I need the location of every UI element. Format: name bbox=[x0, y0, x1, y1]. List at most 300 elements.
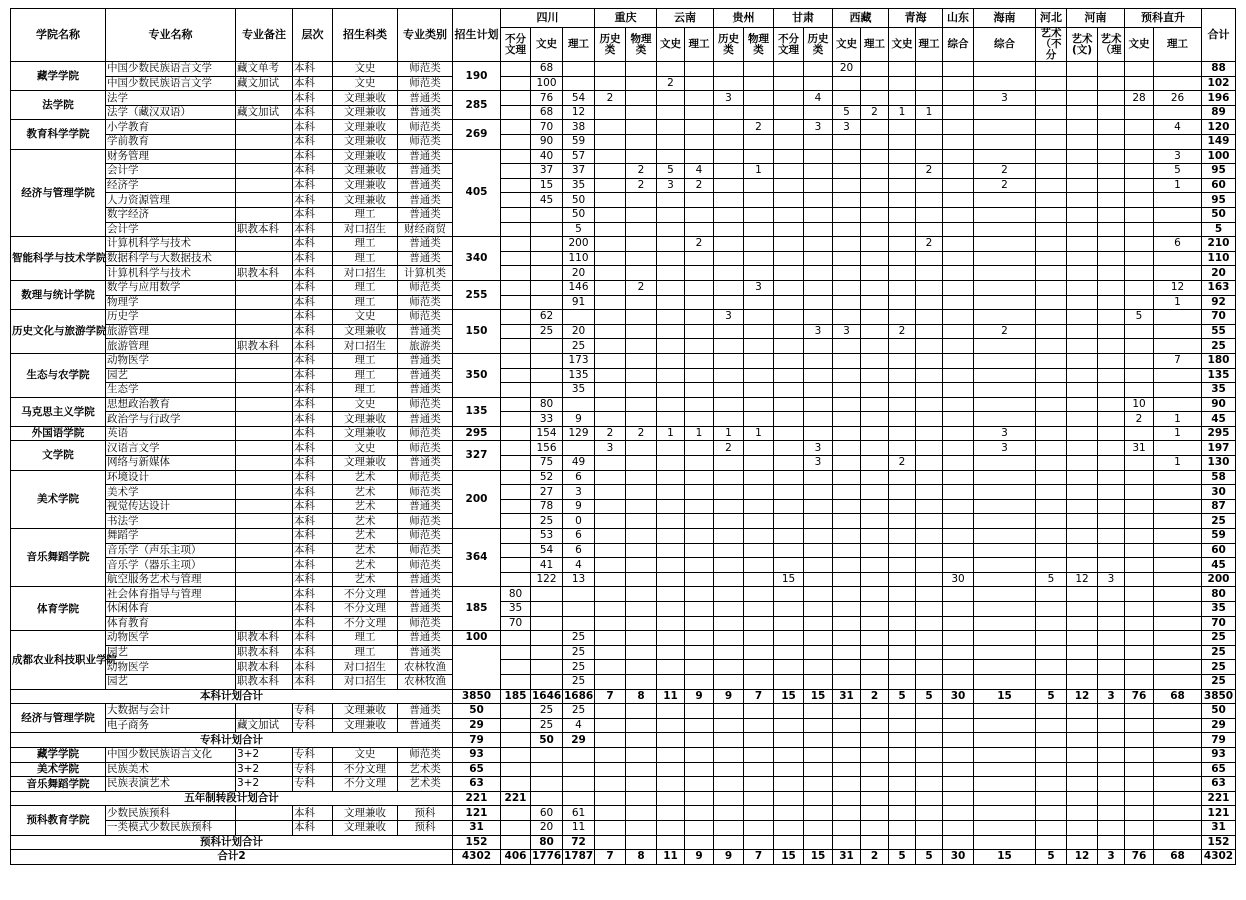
value-cell bbox=[804, 572, 833, 587]
value-cell bbox=[1036, 718, 1067, 733]
value-cell bbox=[1125, 237, 1154, 252]
value-cell bbox=[685, 310, 714, 325]
value-cell bbox=[974, 339, 1036, 354]
total-cell: 50 bbox=[1202, 207, 1236, 222]
value-cell bbox=[774, 441, 804, 456]
category-cell: 对口招生 bbox=[333, 674, 398, 689]
value-cell bbox=[774, 718, 804, 733]
table-row bbox=[11, 353, 1236, 368]
value-cell bbox=[1154, 602, 1202, 617]
value-cell bbox=[833, 587, 861, 602]
college-cell: 藏学学院 bbox=[11, 62, 106, 91]
college-cell: 外国语学院 bbox=[11, 426, 106, 441]
level-cell: 本科 bbox=[293, 558, 333, 573]
value-cell bbox=[1067, 91, 1098, 106]
value-cell bbox=[943, 324, 974, 339]
value-cell: 2 bbox=[595, 91, 626, 106]
category-cell: 艺术 bbox=[333, 572, 398, 587]
level-cell: 本科 bbox=[293, 120, 333, 135]
value-cell bbox=[1125, 777, 1154, 792]
value-cell bbox=[1154, 397, 1202, 412]
table-row bbox=[11, 397, 1236, 412]
value-cell bbox=[1125, 135, 1154, 150]
type-cell: 师范类 bbox=[398, 397, 453, 412]
value-cell bbox=[889, 543, 916, 558]
level-cell: 专科 bbox=[293, 704, 333, 719]
level-cell: 专科 bbox=[293, 747, 333, 762]
value-cell bbox=[1036, 193, 1067, 208]
summary-row bbox=[11, 689, 1236, 704]
value-cell bbox=[626, 514, 657, 529]
value-cell bbox=[531, 353, 563, 368]
value-cell bbox=[916, 514, 943, 529]
value-cell bbox=[889, 777, 916, 792]
note-cell bbox=[236, 426, 293, 441]
value-cell bbox=[501, 237, 531, 252]
value-cell: 2 bbox=[861, 105, 889, 120]
value-cell bbox=[1067, 529, 1098, 544]
value-cell bbox=[833, 441, 861, 456]
value-cell bbox=[916, 310, 943, 325]
value-cell bbox=[943, 222, 974, 237]
province-header: 河北 bbox=[1036, 9, 1067, 28]
value-cell bbox=[974, 222, 1036, 237]
table-row bbox=[11, 747, 1236, 762]
type-cell: 师范类 bbox=[398, 514, 453, 529]
value-cell bbox=[714, 295, 744, 310]
value-cell: 3 bbox=[714, 91, 744, 106]
value-cell bbox=[1125, 76, 1154, 91]
value-cell bbox=[974, 499, 1036, 514]
value-cell bbox=[1098, 587, 1125, 602]
type-cell: 计算机类 bbox=[398, 266, 453, 281]
value-cell bbox=[1036, 660, 1067, 675]
value-cell bbox=[1098, 631, 1125, 646]
category-cell: 理工 bbox=[333, 368, 398, 383]
value-cell bbox=[943, 777, 974, 792]
value-cell bbox=[833, 602, 861, 617]
level-cell: 本科 bbox=[293, 616, 333, 631]
note-cell: 职教本科 bbox=[236, 631, 293, 646]
value-cell bbox=[626, 62, 657, 77]
value-cell bbox=[833, 368, 861, 383]
value-cell bbox=[501, 178, 531, 193]
note-cell: 藏文加试 bbox=[236, 718, 293, 733]
category-cell: 文理兼收 bbox=[333, 193, 398, 208]
value-cell: 3 bbox=[595, 441, 626, 456]
value-cell bbox=[595, 820, 626, 835]
summary-row bbox=[11, 835, 1236, 850]
type-cell: 预科 bbox=[398, 806, 453, 821]
value-cell bbox=[889, 806, 916, 821]
value-cell: 5 bbox=[916, 689, 943, 704]
value-cell bbox=[804, 178, 833, 193]
value-cell bbox=[744, 441, 774, 456]
value-cell bbox=[1067, 76, 1098, 91]
value-cell bbox=[531, 616, 563, 631]
table-row bbox=[11, 135, 1236, 150]
value-cell bbox=[833, 762, 861, 777]
value-cell bbox=[744, 660, 774, 675]
value-cell bbox=[595, 631, 626, 646]
value-cell bbox=[1154, 835, 1202, 850]
total-cell: 149 bbox=[1202, 135, 1236, 150]
value-cell bbox=[861, 383, 889, 398]
value-cell bbox=[833, 280, 861, 295]
total-cell: 59 bbox=[1202, 529, 1236, 544]
value-cell bbox=[531, 777, 563, 792]
province-header: 重庆 bbox=[595, 9, 657, 28]
plan-cell: 31 bbox=[453, 820, 501, 835]
value-cell bbox=[1098, 193, 1125, 208]
value-cell bbox=[1036, 820, 1067, 835]
value-cell bbox=[1125, 572, 1154, 587]
value-cell bbox=[501, 733, 531, 748]
value-cell bbox=[943, 820, 974, 835]
value-cell bbox=[685, 193, 714, 208]
value-cell: 53 bbox=[531, 529, 563, 544]
value-cell bbox=[804, 674, 833, 689]
value-cell: 15 bbox=[804, 689, 833, 704]
value-cell bbox=[1067, 704, 1098, 719]
value-cell bbox=[595, 105, 626, 120]
value-cell bbox=[889, 426, 916, 441]
value-cell bbox=[1125, 762, 1154, 777]
value-cell bbox=[1036, 251, 1067, 266]
value-cell bbox=[685, 704, 714, 719]
value-cell bbox=[501, 164, 531, 179]
province-header: 预科直升 bbox=[1125, 9, 1202, 28]
value-cell bbox=[889, 572, 916, 587]
category-cell: 理工 bbox=[333, 631, 398, 646]
value-cell bbox=[1067, 295, 1098, 310]
type-cell: 普通类 bbox=[398, 602, 453, 617]
note-cell bbox=[236, 397, 293, 412]
value-cell bbox=[833, 558, 861, 573]
value-cell bbox=[714, 660, 744, 675]
value-cell bbox=[833, 572, 861, 587]
value-cell: 1 bbox=[1154, 178, 1202, 193]
value-cell bbox=[774, 193, 804, 208]
value-cell bbox=[657, 470, 685, 485]
value-cell bbox=[1098, 733, 1125, 748]
level-cell: 本科 bbox=[293, 295, 333, 310]
value-cell bbox=[626, 587, 657, 602]
value-cell bbox=[943, 441, 974, 456]
value-cell bbox=[889, 645, 916, 660]
table-row bbox=[11, 602, 1236, 617]
category-cell: 艺术 bbox=[333, 499, 398, 514]
college-cell: 马克思主义学院 bbox=[11, 397, 106, 426]
value-cell bbox=[804, 353, 833, 368]
major-cell: 园艺 bbox=[106, 368, 236, 383]
value-cell bbox=[714, 105, 744, 120]
value-cell bbox=[714, 76, 744, 91]
value-cell bbox=[1098, 412, 1125, 427]
value-cell bbox=[626, 266, 657, 281]
total-cell: 25 bbox=[1202, 514, 1236, 529]
value-cell bbox=[595, 353, 626, 368]
value-cell: 3 bbox=[744, 280, 774, 295]
value-cell bbox=[774, 222, 804, 237]
value-cell: 200 bbox=[563, 237, 595, 252]
value-cell: 31 bbox=[833, 850, 861, 865]
value-cell: 1 bbox=[744, 164, 774, 179]
value-cell: 27 bbox=[531, 485, 563, 500]
value-cell bbox=[943, 806, 974, 821]
value-cell bbox=[774, 616, 804, 631]
value-cell: 5 bbox=[916, 850, 943, 865]
value-cell bbox=[714, 237, 744, 252]
category-cell: 文理兼收 bbox=[333, 806, 398, 821]
note-cell: 职教本科 bbox=[236, 660, 293, 675]
plan-cell: 50 bbox=[453, 704, 501, 719]
value-cell bbox=[1125, 718, 1154, 733]
value-cell bbox=[595, 806, 626, 821]
value-cell bbox=[916, 470, 943, 485]
value-cell bbox=[804, 645, 833, 660]
note-cell: 职教本科 bbox=[236, 339, 293, 354]
value-cell bbox=[974, 237, 1036, 252]
note-cell bbox=[236, 149, 293, 164]
value-cell bbox=[657, 441, 685, 456]
value-cell bbox=[501, 251, 531, 266]
note-cell: 藏文加试 bbox=[236, 76, 293, 91]
value-cell bbox=[657, 820, 685, 835]
value-cell bbox=[626, 820, 657, 835]
note-cell bbox=[236, 485, 293, 500]
value-cell bbox=[943, 62, 974, 77]
plan-cell: 121 bbox=[453, 806, 501, 821]
value-cell bbox=[774, 178, 804, 193]
value-cell bbox=[804, 820, 833, 835]
category-cell: 不分文理 bbox=[333, 602, 398, 617]
value-cell bbox=[563, 791, 595, 806]
value-cell bbox=[916, 193, 943, 208]
category-cell: 对口招生 bbox=[333, 339, 398, 354]
value-cell bbox=[531, 207, 563, 222]
value-cell bbox=[889, 762, 916, 777]
value-cell bbox=[943, 353, 974, 368]
value-cell bbox=[889, 470, 916, 485]
value-cell bbox=[1036, 135, 1067, 150]
value-cell: 1 bbox=[1154, 295, 1202, 310]
value-cell bbox=[744, 266, 774, 281]
value-cell bbox=[916, 587, 943, 602]
value-cell bbox=[744, 91, 774, 106]
value-cell bbox=[1098, 441, 1125, 456]
value-cell bbox=[595, 237, 626, 252]
value-cell bbox=[744, 645, 774, 660]
total-cell: 95 bbox=[1202, 164, 1236, 179]
value-cell: 35 bbox=[563, 383, 595, 398]
table-row bbox=[11, 207, 1236, 222]
subcolumn-header: 理工 bbox=[916, 28, 943, 62]
major-cell: 民族美术 bbox=[106, 762, 236, 777]
value-cell bbox=[804, 806, 833, 821]
value-cell bbox=[889, 397, 916, 412]
value-cell bbox=[804, 207, 833, 222]
level-cell: 本科 bbox=[293, 456, 333, 471]
value-cell bbox=[685, 806, 714, 821]
value-cell bbox=[1098, 499, 1125, 514]
value-cell: 2 bbox=[889, 324, 916, 339]
value-cell bbox=[744, 368, 774, 383]
value-cell bbox=[1154, 791, 1202, 806]
summary-row bbox=[11, 791, 1236, 806]
value-cell bbox=[974, 76, 1036, 91]
value-cell bbox=[595, 645, 626, 660]
value-cell: 7 bbox=[1154, 353, 1202, 368]
value-cell bbox=[501, 514, 531, 529]
type-cell: 普通类 bbox=[398, 193, 453, 208]
value-cell: 100 bbox=[531, 76, 563, 91]
category-cell: 文理兼收 bbox=[333, 718, 398, 733]
value-cell: 3 bbox=[657, 178, 685, 193]
value-cell bbox=[833, 164, 861, 179]
value-cell bbox=[943, 280, 974, 295]
value-cell: 26 bbox=[1154, 91, 1202, 106]
value-cell bbox=[916, 806, 943, 821]
value-cell bbox=[595, 164, 626, 179]
major-cell: 数学与应用数学 bbox=[106, 280, 236, 295]
value-cell: 3 bbox=[804, 120, 833, 135]
value-cell bbox=[943, 529, 974, 544]
value-cell bbox=[861, 791, 889, 806]
value-cell bbox=[1036, 339, 1067, 354]
total-cell: 163 bbox=[1202, 280, 1236, 295]
value-cell bbox=[1067, 835, 1098, 850]
value-cell: 2 bbox=[889, 456, 916, 471]
value-cell bbox=[1125, 207, 1154, 222]
value-cell bbox=[943, 514, 974, 529]
level-cell: 本科 bbox=[293, 280, 333, 295]
type-cell: 普通类 bbox=[398, 718, 453, 733]
value-cell bbox=[833, 91, 861, 106]
plan-cell: 29 bbox=[453, 718, 501, 733]
value-cell bbox=[626, 485, 657, 500]
value-cell: 1646 bbox=[532, 689, 562, 702]
value-cell bbox=[1098, 558, 1125, 573]
plan-cell: 63 bbox=[453, 777, 501, 792]
value-cell bbox=[595, 62, 626, 77]
value-cell bbox=[1125, 747, 1154, 762]
value-cell bbox=[501, 485, 531, 500]
province-header: 云南 bbox=[657, 9, 714, 28]
value-cell bbox=[1036, 368, 1067, 383]
value-cell bbox=[626, 674, 657, 689]
value-cell bbox=[1036, 704, 1067, 719]
value-cell bbox=[626, 616, 657, 631]
note-cell bbox=[236, 164, 293, 179]
value-cell bbox=[1154, 674, 1202, 689]
total-cell: 90 bbox=[1202, 397, 1236, 412]
value-cell bbox=[889, 149, 916, 164]
value-cell bbox=[744, 310, 774, 325]
value-cell bbox=[626, 207, 657, 222]
value-cell bbox=[833, 397, 861, 412]
major-cell: 民族表演艺术 bbox=[106, 777, 236, 792]
value-cell bbox=[974, 718, 1036, 733]
value-cell bbox=[1036, 353, 1067, 368]
plan-cell: 340 bbox=[453, 237, 501, 281]
value-cell bbox=[1036, 207, 1067, 222]
value-cell bbox=[657, 120, 685, 135]
category-cell: 文理兼收 bbox=[333, 120, 398, 135]
value-cell bbox=[501, 62, 531, 77]
type-cell: 师范类 bbox=[398, 310, 453, 325]
value-cell bbox=[1098, 660, 1125, 675]
value-cell bbox=[861, 835, 889, 850]
major-cell: 会计学 bbox=[106, 164, 236, 179]
value-cell bbox=[685, 514, 714, 529]
value-cell: 3 bbox=[804, 456, 833, 471]
value-cell: 6 bbox=[563, 470, 595, 485]
note-cell bbox=[236, 310, 293, 325]
value-cell bbox=[1036, 791, 1067, 806]
major-cell: 历史学 bbox=[106, 310, 236, 325]
college-cell: 历史文化与旅游学院 bbox=[11, 310, 106, 354]
value-cell bbox=[774, 777, 804, 792]
level-cell: 本科 bbox=[293, 251, 333, 266]
table-row bbox=[11, 310, 1236, 325]
value-cell bbox=[626, 806, 657, 821]
value-cell bbox=[744, 470, 774, 485]
value-cell bbox=[774, 470, 804, 485]
value-cell bbox=[974, 602, 1036, 617]
value-cell bbox=[974, 193, 1036, 208]
value-cell bbox=[1154, 222, 1202, 237]
note-cell bbox=[236, 178, 293, 193]
value-cell: 8 bbox=[626, 689, 657, 704]
major-cell: 计算机科学与技术 bbox=[106, 237, 236, 252]
value-cell bbox=[974, 310, 1036, 325]
note-cell bbox=[236, 470, 293, 485]
value-cell bbox=[1154, 383, 1202, 398]
level-cell: 本科 bbox=[293, 645, 333, 660]
value-cell bbox=[804, 149, 833, 164]
value-cell: 2 bbox=[657, 76, 685, 91]
value-cell bbox=[501, 835, 531, 850]
value-cell: 7 bbox=[595, 689, 626, 704]
value-cell bbox=[833, 718, 861, 733]
value-cell bbox=[595, 193, 626, 208]
value-cell bbox=[974, 762, 1036, 777]
value-cell bbox=[833, 353, 861, 368]
value-cell bbox=[626, 251, 657, 266]
value-cell bbox=[774, 529, 804, 544]
type-cell: 艺术类 bbox=[398, 777, 453, 792]
value-cell: 110 bbox=[563, 251, 595, 266]
value-cell bbox=[531, 631, 563, 646]
value-cell bbox=[943, 91, 974, 106]
value-cell bbox=[943, 397, 974, 412]
value-cell bbox=[861, 660, 889, 675]
value-cell bbox=[833, 266, 861, 281]
value-cell: 1 bbox=[744, 426, 774, 441]
table-row bbox=[11, 645, 1236, 660]
value-cell bbox=[861, 310, 889, 325]
value-cell bbox=[943, 602, 974, 617]
value-cell bbox=[943, 76, 974, 91]
value-cell bbox=[1036, 514, 1067, 529]
value-cell bbox=[974, 251, 1036, 266]
value-cell bbox=[861, 514, 889, 529]
value-cell bbox=[744, 587, 774, 602]
value-cell bbox=[657, 324, 685, 339]
value-cell: 1686 bbox=[564, 689, 594, 702]
value-cell: 29 bbox=[563, 733, 595, 748]
